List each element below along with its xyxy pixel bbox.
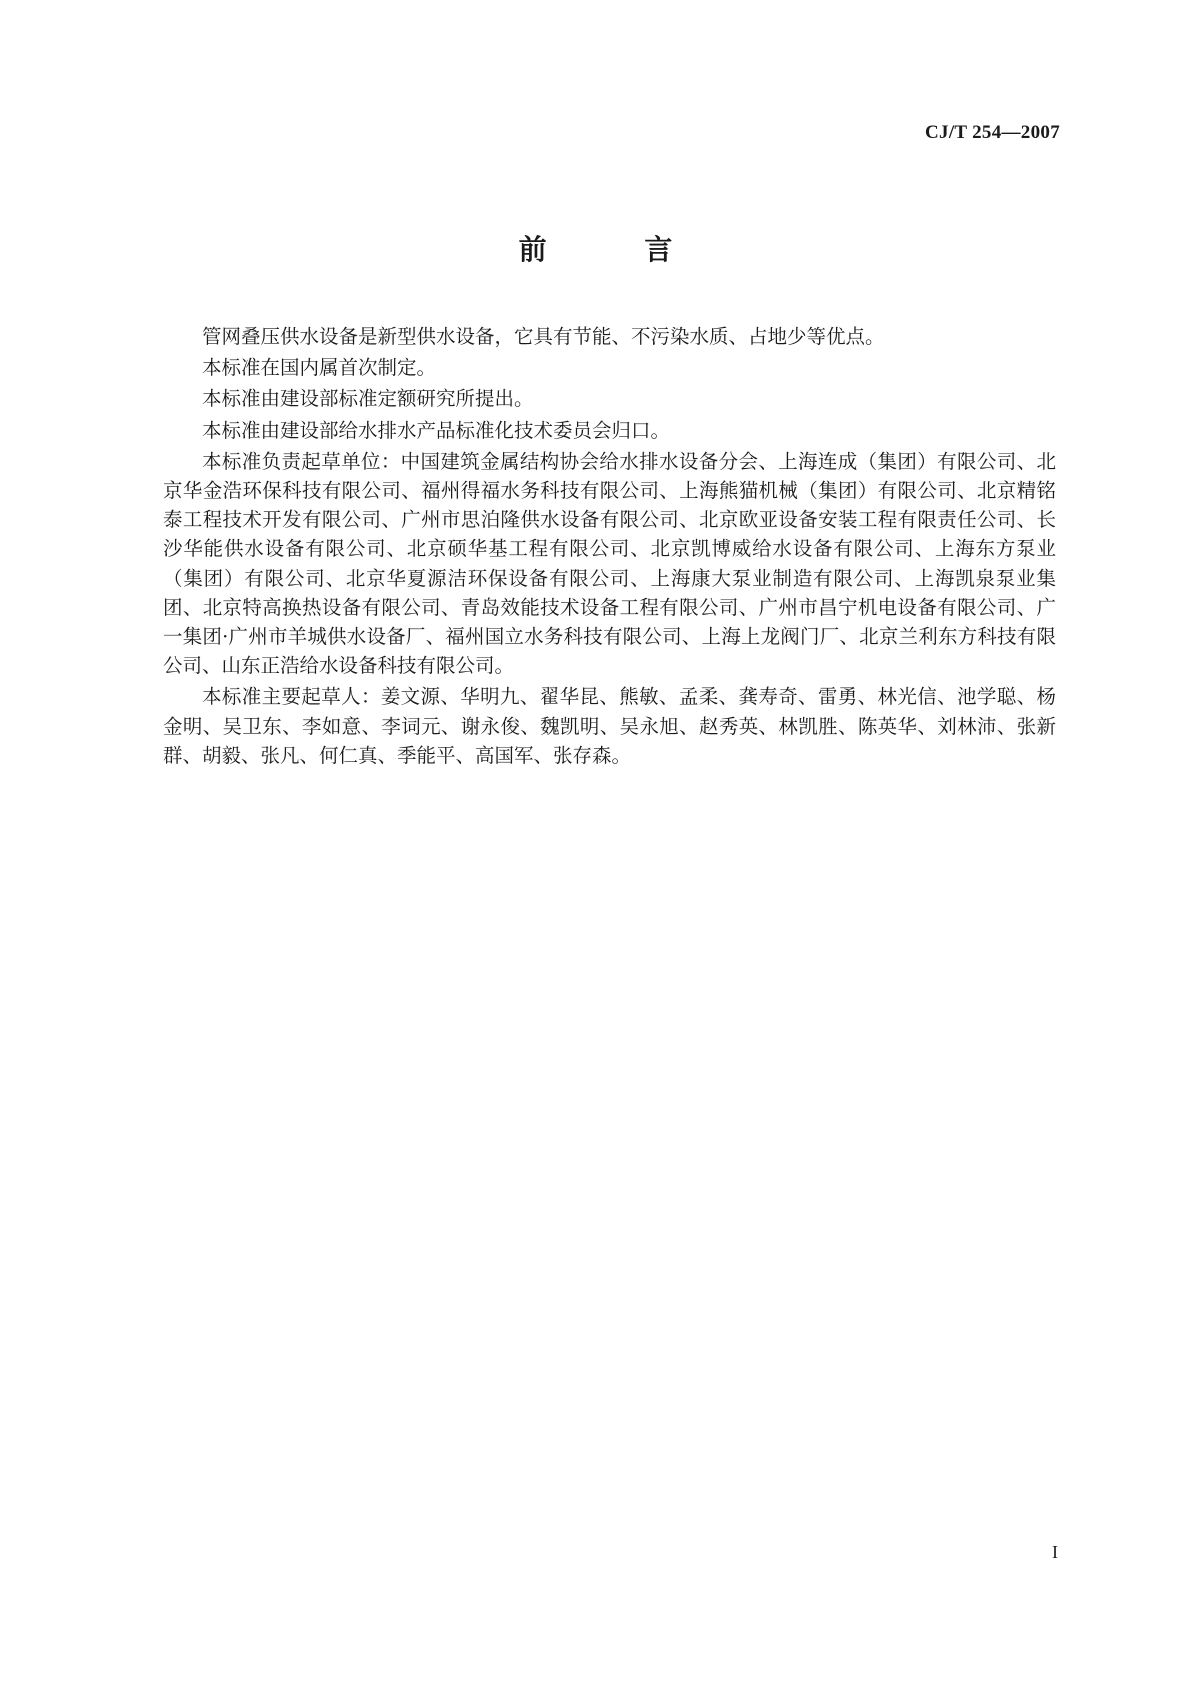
paragraph-intro: 管网叠压供水设备是新型供水设备，它具有节能、不污染水质、占地少等优点。 [202, 325, 885, 348]
paragraph-drafting-units: 本标准负责起草单位：中国建筑金属结构协会给水排水设备分会、上海连成（集团）有限公司、北京华金浩环保科技有限公司、福州得福水务科技有限公司、上海熊猫机械（集团）有限公司、北京精铭泰工程技术开发有限公司、广州市思泊隆供水设备有限公司、北京欧亚设备安装工程有限责任公司、长沙华能供水设备有限公司、北京硕华基工程有限公司、北京凯博威给水设备有限公司、上海东方泵业（集团）有限公司、北京华夏源洁环保设备有限公司、上海康大泵业制造有限公司、上海凯泉泵业集团、北京特高换热设备有限公司、青岛效能技术设备工程有限公司、广州市昌宁机电设备有限公司、广一集团·广州市羊城供水设备厂、福州国立水务科技有限公司、上海上龙阀门厂、北京兰利东方科技有限公司、山东正浩给水设备科技有限公司。 [163, 449, 1056, 678]
page-number: I [1052, 1542, 1058, 1562]
standard-code: CJ/T 254—2007 [925, 122, 1060, 143]
page-title: 前 言 [518, 233, 717, 266]
document-body [163, 322, 1056, 772]
paragraph-proposer: 本标准由建设部标准定额研究所提出。 [202, 387, 534, 411]
paragraph-administrator: 本标准由建设部给水排水产品标准化技术委员会归口。 [202, 418, 671, 442]
paragraph-first-edition: 本标准在国内属首次制定。 [202, 356, 437, 380]
paragraph-drafters: 本标准主要起草人：姜文源、华明九、翟华昆、熊敏、孟柔、龚寿奇、雷勇、林光信、池学聪、杨金明、吴卫东、李如意、李词元、谢永俊、魏凯明、吴永旭、赵秀英、林凯胜、陈英华、刘林沛、张新群、胡毅、张凡、何仁真、季能平、高国军、张存森。 [163, 685, 1056, 767]
